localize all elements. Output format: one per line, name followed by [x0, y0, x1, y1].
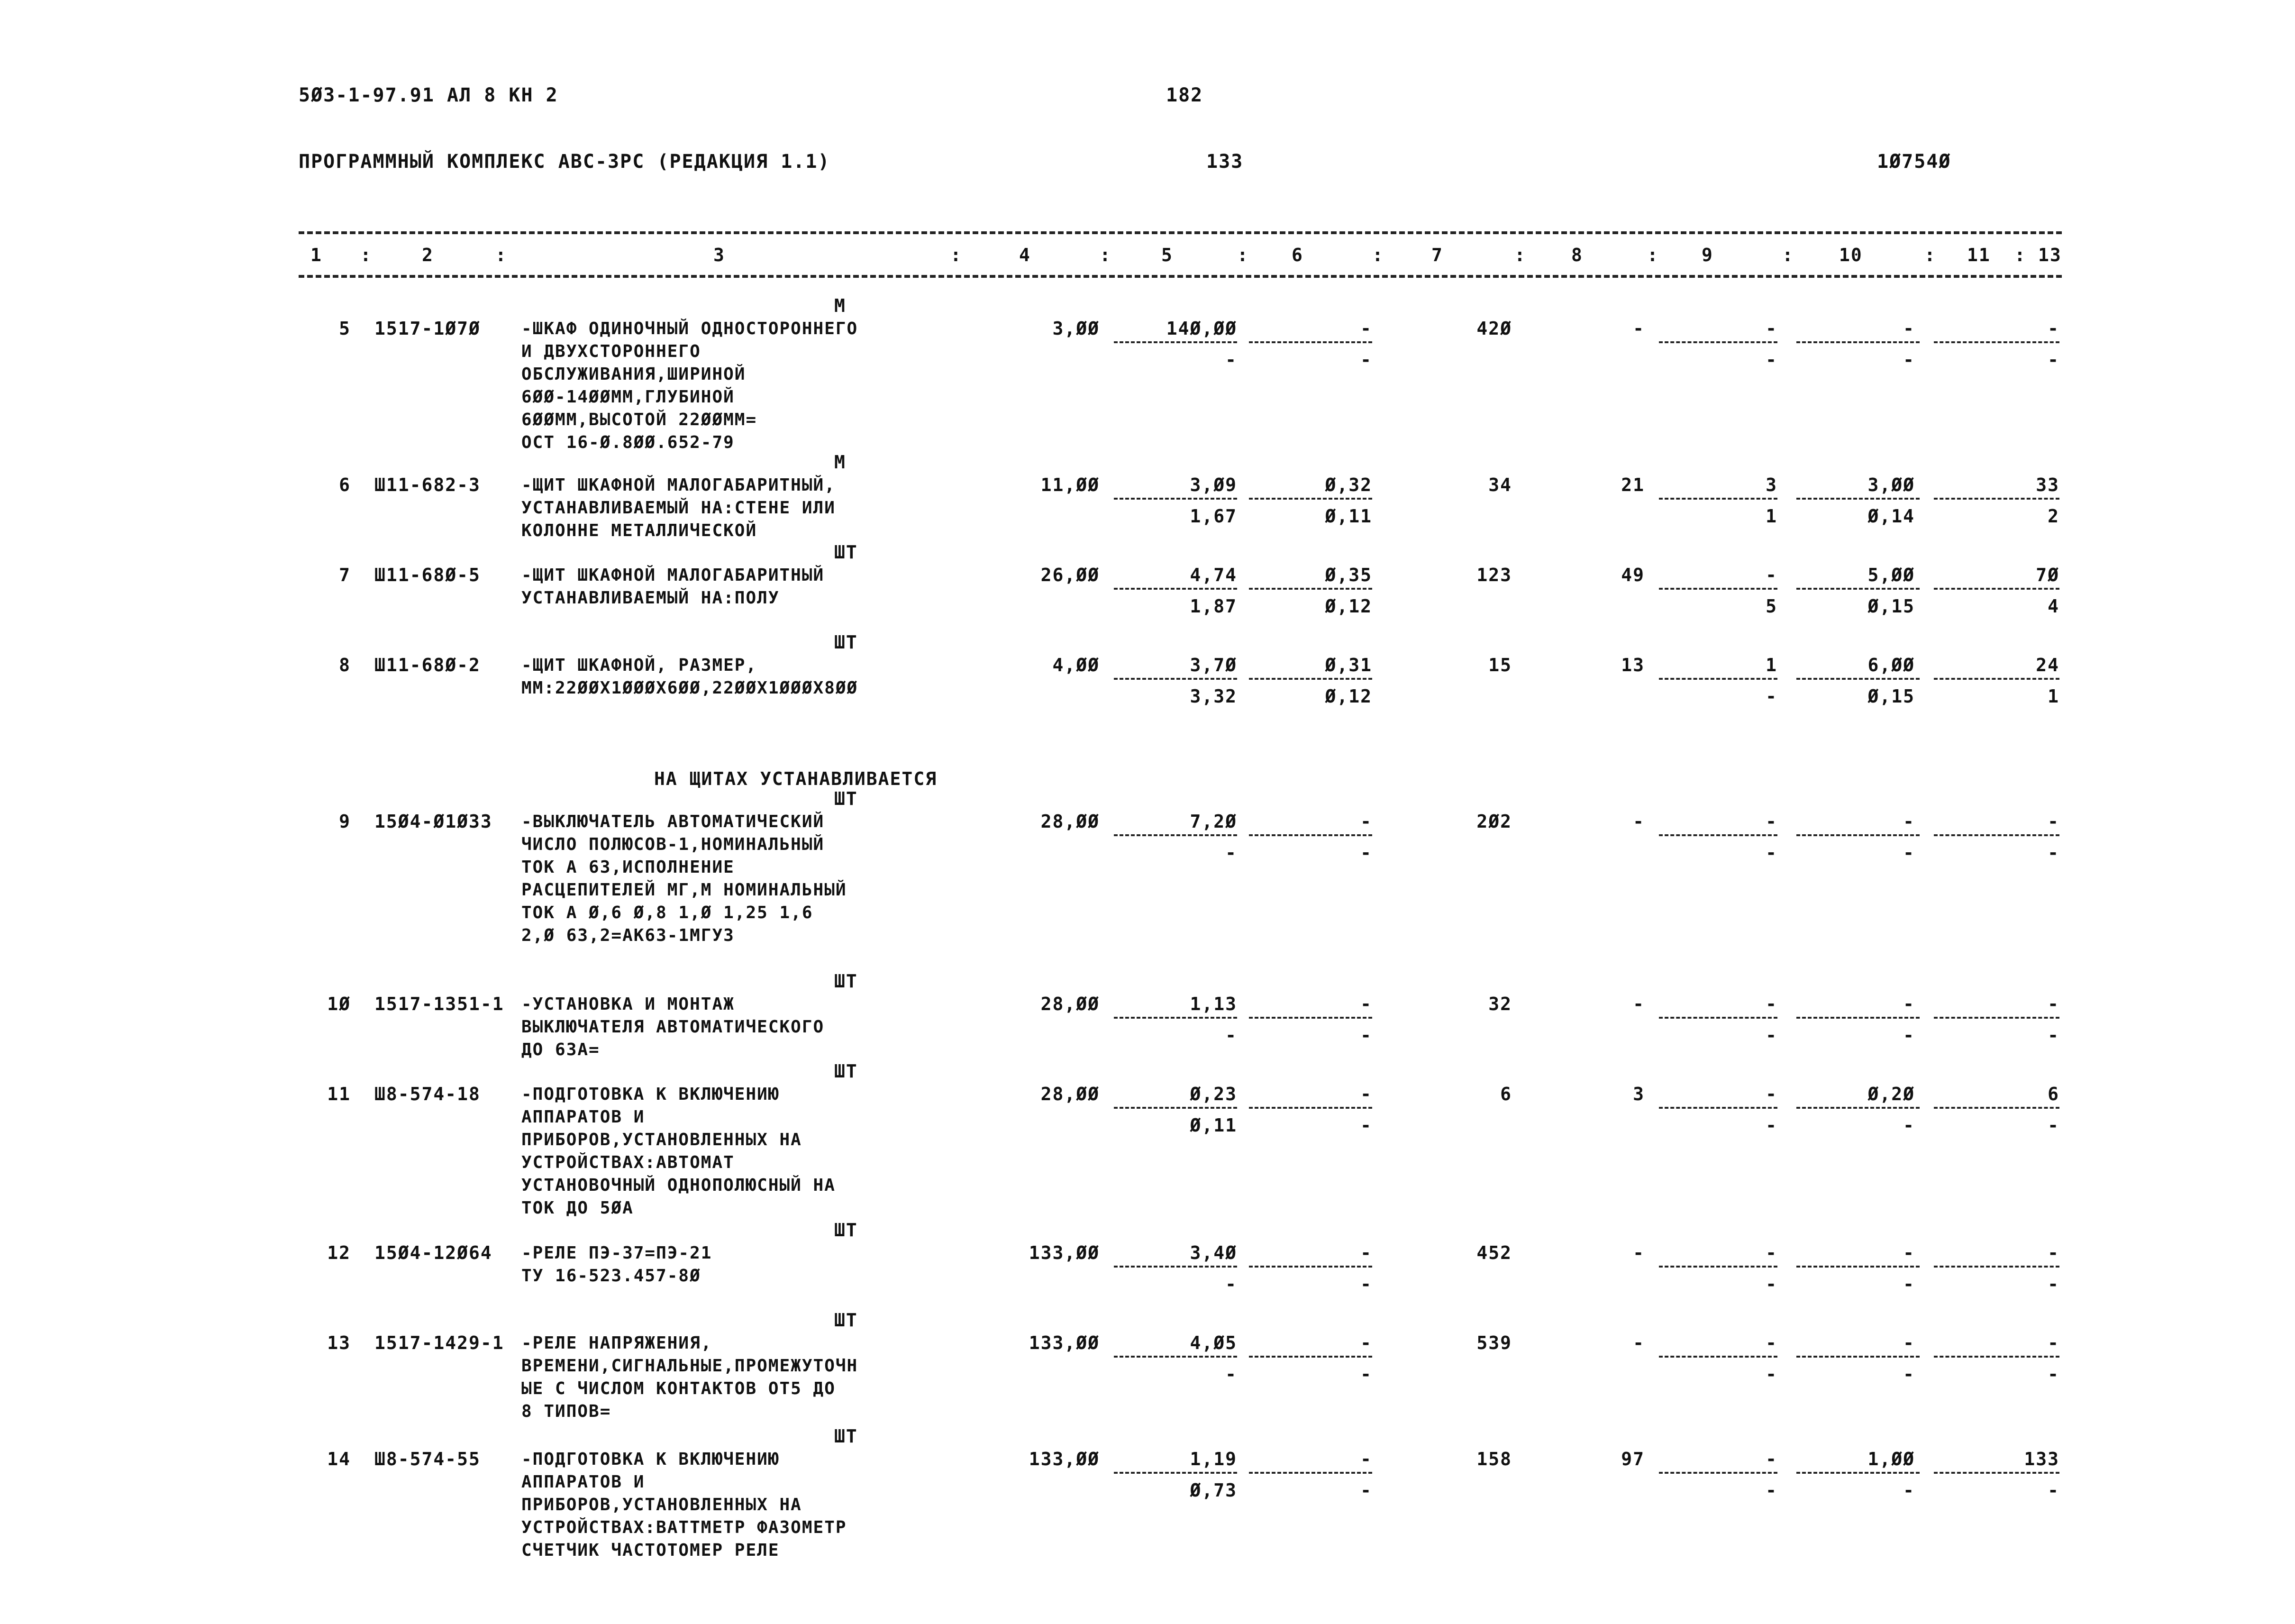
description-line: -ЩИТ ШКАФНОЙ, РАЗМЕР, [521, 656, 757, 675]
subtotal-rule [1114, 341, 1237, 343]
unit-cost-lower: - [1225, 1025, 1237, 1046]
col13-value: 6 [2048, 1084, 2059, 1104]
description-line: ТОК ДО 5ØА [521, 1198, 634, 1218]
col8-value: - [1633, 1332, 1645, 1353]
col8-value: 97 [1621, 1449, 1645, 1469]
unit-cost-lower: - [1225, 842, 1237, 863]
subtotal-rule [1934, 588, 2059, 590]
sheet-number: 133 [1206, 151, 1244, 173]
price-code: 1517-1351-1 [374, 994, 504, 1014]
col6-value: - [1360, 994, 1372, 1014]
unit-cost: 3,7Ø [1190, 655, 1237, 675]
col9-lower: - [1766, 1115, 1777, 1136]
col13-lower: 4 [2048, 596, 2059, 617]
col8-value: - [1633, 811, 1645, 832]
price-code: 15Ø4-12Ø64 [374, 1242, 492, 1263]
subtotal-rule [1934, 1017, 2059, 1019]
quantity: 26,ØØ [1040, 565, 1100, 585]
subtotal-rule [1249, 834, 1372, 836]
document-code: 1Ø754Ø [1877, 151, 1951, 173]
description-line: АППАРАТОВ И [521, 1107, 645, 1127]
unit-label: ШТ [834, 1310, 858, 1331]
unit-cost: 1,19 [1190, 1449, 1237, 1469]
description-line: И ДВУХСТОРОННЕГО [521, 342, 701, 361]
col10-lower: - [1903, 1274, 1915, 1295]
col10-lower: - [1903, 349, 1915, 370]
column-header-1: 1 [310, 245, 322, 265]
row-number: 7 [339, 565, 351, 585]
price-code: 1517-1Ø7Ø [374, 318, 481, 339]
column-separator: : [1372, 245, 1384, 265]
description-line: УСТАНАВЛИВАЕМЫЙ НА:ПОЛУ [521, 588, 780, 608]
subtotal-rule [1114, 1356, 1237, 1358]
subtotal-rule [1934, 1266, 2059, 1268]
subtotal-rule [1114, 678, 1237, 680]
subtotal-rule [1114, 1017, 1237, 1019]
subtotal-rule [1659, 1107, 1777, 1109]
unit-cost-lower: Ø,11 [1190, 1115, 1237, 1136]
description-line: -ЩИТ ШКАФНОЙ МАЛОГАБАРИТНЫЙ, [521, 475, 836, 495]
column-separator: : [360, 245, 372, 265]
row-number: 8 [339, 655, 351, 675]
col10-value: - [1903, 1242, 1915, 1263]
col6-value: Ø,31 [1325, 655, 1372, 675]
row-number: 9 [339, 811, 351, 832]
col10-lower: Ø,15 [1867, 596, 1915, 617]
total-cost: 34 [1488, 474, 1512, 495]
column-separator: : [1514, 245, 1526, 265]
col9-value: - [1766, 565, 1777, 585]
col10-lower: - [1903, 1364, 1915, 1385]
description-line: -ЩИТ ШКАФНОЙ МАЛОГАБАРИТНЫЙ [521, 566, 825, 585]
unit-cost: 3,Ø9 [1190, 474, 1237, 495]
col10-value: 5,ØØ [1867, 565, 1915, 585]
top-rule [299, 231, 2062, 234]
price-code: 1517-1429-1 [374, 1332, 504, 1353]
col13-lower: - [2048, 349, 2059, 370]
col13-value: 133 [2024, 1449, 2059, 1469]
column-header-2: 2 [422, 245, 434, 265]
description-line: -РЕЛЕ ПЭ-37=ПЭ-21 [521, 1243, 712, 1263]
col10-value: 6,ØØ [1867, 655, 1915, 675]
page-number: 182 [1166, 84, 1203, 106]
price-code: Ш11-68Ø-5 [374, 565, 481, 585]
total-cost: 15 [1488, 655, 1512, 675]
total-cost: 6 [1500, 1084, 1512, 1104]
col9-lower: - [1766, 1025, 1777, 1046]
unit-label: ШТ [834, 1220, 858, 1241]
unit-label: ШТ [834, 632, 858, 653]
quantity: 133,ØØ [1029, 1242, 1100, 1263]
unit-cost-lower: Ø,73 [1190, 1480, 1237, 1501]
description-line: -ПОДГОТОВКА К ВКЛЮЧЕНИЮ [521, 1085, 780, 1104]
col13-value: 24 [2036, 655, 2059, 675]
total-cost: 452 [1476, 1242, 1512, 1263]
col10-lower: - [1903, 842, 1915, 863]
subtotal-rule [1796, 1107, 1920, 1109]
subtotal-rule [1249, 1107, 1372, 1109]
row-number: 1Ø [327, 994, 351, 1014]
description-line: -ВЫКЛЮЧАТЕЛЬ АВТОМАТИЧЕСКИЙ [521, 812, 825, 831]
col9-value: - [1766, 1332, 1777, 1353]
row-number: 11 [327, 1084, 351, 1104]
col6-lower: - [1360, 842, 1372, 863]
price-code: 15Ø4-Ø1Ø33 [374, 811, 492, 832]
row-number: 14 [327, 1449, 351, 1469]
subtotal-rule [1659, 1356, 1777, 1358]
subtotal-rule [1249, 1266, 1372, 1268]
row-number: 12 [327, 1242, 351, 1263]
description-line: ЧИСЛО ПОЛЮСОВ-1,НОМИНАЛЬНЫЙ [521, 835, 825, 854]
column-separator: : [2014, 245, 2026, 265]
row-number: 5 [339, 318, 351, 339]
column-header-10: 10 [1839, 245, 1863, 265]
subtotal-rule [1249, 341, 1372, 343]
description-line: ОСТ 16-Ø.8ØØ.652-79 [521, 433, 735, 452]
quantity: 11,ØØ [1040, 474, 1100, 495]
total-cost: 539 [1476, 1332, 1512, 1353]
subtotal-rule [1659, 678, 1777, 680]
column-separator: : [950, 245, 962, 265]
unit-cost-lower: 1,87 [1190, 596, 1237, 617]
col13-lower: 1 [2048, 686, 2059, 707]
subtotal-rule [1934, 1356, 2059, 1358]
subtotal-rule [1934, 834, 2059, 836]
description-line: 6ØØММ,ВЫСОТОЙ 22ØØММ= [521, 410, 757, 429]
col6-value: Ø,32 [1325, 474, 1372, 495]
col13-lower: - [2048, 1025, 2059, 1046]
col13-lower: - [2048, 842, 2059, 863]
column-separator: : [1924, 245, 1936, 265]
quantity: 28,ØØ [1040, 994, 1100, 1014]
description-line: ТОК А 63,ИСПОЛНЕНИЕ [521, 858, 735, 877]
subtotal-rule [1659, 834, 1777, 836]
unit-cost-lower: - [1225, 1274, 1237, 1295]
description-line: СЧЕТЧИК ЧАСТОТОМЕР РЕЛЕ [521, 1541, 780, 1560]
unit-label: М [834, 452, 846, 473]
unit-cost: Ø,23 [1190, 1084, 1237, 1104]
row-number: 6 [339, 474, 351, 495]
price-code: Ш8-574-18 [374, 1084, 481, 1104]
col8-value: 49 [1621, 565, 1645, 585]
unit-cost-lower: 3,32 [1190, 686, 1237, 707]
description-line: ЫЕ С ЧИСЛОМ КОНТАКТОВ ОТ5 ДО [521, 1379, 836, 1398]
description-line: РАСЦЕПИТЕЛЕЙ МГ,М НОМИНАЛЬНЫЙ [521, 880, 847, 900]
quantity: 4,ØØ [1052, 655, 1100, 675]
col8-value: - [1633, 994, 1645, 1014]
column-header-11: 11 [1967, 245, 1991, 265]
description-line: УСТРОЙСТВАХ:АВТОМАТ [521, 1153, 735, 1172]
description-line: ВЫКЛЮЧАТЕЛЯ АВТОМАТИЧЕСКОГО [521, 1017, 825, 1037]
description-line: ДО 63А= [521, 1040, 600, 1059]
col9-value: - [1766, 318, 1777, 339]
col6-lower: - [1360, 1115, 1372, 1136]
subtotal-rule [1249, 588, 1372, 590]
col8-value: 3 [1633, 1084, 1645, 1104]
col6-value: - [1360, 1332, 1372, 1353]
unit-cost: 3,4Ø [1190, 1242, 1237, 1263]
col6-lower: - [1360, 1025, 1372, 1046]
column-header-6: 6 [1292, 245, 1303, 265]
col9-lower: - [1766, 686, 1777, 707]
quantity: 133,ØØ [1029, 1332, 1100, 1353]
subtotal-rule [1659, 1472, 1777, 1474]
column-separator: : [1100, 245, 1111, 265]
col6-value: - [1360, 1242, 1372, 1263]
col13-value: - [2048, 994, 2059, 1014]
col9-lower: - [1766, 1364, 1777, 1385]
subtotal-rule [1934, 678, 2059, 680]
col10-value: - [1903, 811, 1915, 832]
col10-value: 3,ØØ [1867, 474, 1915, 495]
description-line: КОЛОННЕ МЕТАЛЛИЧЕСКОЙ [521, 521, 757, 540]
description-line: ВРЕМЕНИ,СИГНАЛЬНЫЕ,ПРОМЕЖУТОЧН [521, 1356, 858, 1376]
unit-cost: 4,74 [1190, 565, 1237, 585]
row-number: 13 [327, 1332, 351, 1353]
col9-lower: - [1766, 349, 1777, 370]
col9-value: - [1766, 1084, 1777, 1104]
header-bottom-rule [299, 275, 2062, 278]
subtotal-rule [1659, 588, 1777, 590]
description-line: -УСТАНОВКА И МОНТАЖ [521, 994, 735, 1014]
column-header-5: 5 [1161, 245, 1173, 265]
subtotal-rule [1934, 1472, 2059, 1474]
description-line: -РЕЛЕ НАПРЯЖЕНИЯ, [521, 1333, 712, 1353]
col6-value: - [1360, 1449, 1372, 1469]
subtotal-rule [1249, 678, 1372, 680]
subtotal-rule [1796, 588, 1920, 590]
total-cost: 123 [1476, 565, 1512, 585]
column-header-12: 13 [2038, 245, 2062, 265]
column-separator: : [495, 245, 507, 265]
col9-value: 3 [1766, 474, 1777, 495]
subtotal-rule [1934, 498, 2059, 500]
col6-value: - [1360, 318, 1372, 339]
col9-value: - [1766, 994, 1777, 1014]
description-line: ТОК А Ø,6 Ø,8 1,Ø 1,25 1,6 [521, 903, 813, 922]
subtotal-rule [1796, 1472, 1920, 1474]
col8-value: 13 [1621, 655, 1645, 675]
col13-lower: - [2048, 1364, 2059, 1385]
col10-value: - [1903, 318, 1915, 339]
price-code: Ш11-682-3 [374, 474, 481, 495]
description-line: ОБСЛУЖИВАНИЯ,ШИРИНОЙ [521, 365, 746, 384]
unit-cost: 14Ø,ØØ [1166, 318, 1237, 339]
total-cost: 42Ø [1476, 318, 1512, 339]
program-title: ПРОГРАММНЫЙ КОМПЛЕКС АВС-3РС (РЕДАКЦИЯ 1.1) [299, 151, 830, 173]
col6-lower: Ø,11 [1325, 506, 1372, 527]
col9-lower: - [1766, 1274, 1777, 1295]
description-line: ПРИБОРОВ,УСТАНОВЛЕННЫХ НА [521, 1130, 802, 1150]
price-code: Ш11-68Ø-2 [374, 655, 481, 675]
unit-label: ШТ [834, 971, 858, 992]
unit-label: ШТ [834, 1426, 858, 1447]
col10-lower: - [1903, 1480, 1915, 1501]
subtotal-rule [1114, 1472, 1237, 1474]
col9-lower: 5 [1766, 596, 1777, 617]
column-header-9: 9 [1702, 245, 1713, 265]
col9-value: - [1766, 811, 1777, 832]
section-note: НА ЩИТАХ УСТАНАВЛИВАЕТСЯ [654, 768, 938, 789]
col10-value: Ø,2Ø [1867, 1084, 1915, 1104]
col13-lower: - [2048, 1115, 2059, 1136]
subtotal-rule [1659, 1017, 1777, 1019]
col10-lower: - [1903, 1025, 1915, 1046]
price-code: Ш8-574-55 [374, 1449, 481, 1469]
col13-value: - [2048, 811, 2059, 832]
col10-lower: - [1903, 1115, 1915, 1136]
description-line: ТУ 16-523.457-8Ø [521, 1266, 701, 1286]
column-header-3: 3 [713, 245, 725, 265]
col9-value: - [1766, 1242, 1777, 1263]
unit-cost: 4,Ø5 [1190, 1332, 1237, 1353]
col8-value: - [1633, 318, 1645, 339]
subtotal-rule [1114, 1266, 1237, 1268]
col9-lower: 1 [1766, 506, 1777, 527]
unit-label: М [834, 295, 846, 316]
subtotal-rule [1796, 834, 1920, 836]
subtotal-rule [1796, 678, 1920, 680]
col10-value: - [1903, 994, 1915, 1014]
doc-code: 5Ø3-1-97.91 АЛ 8 КН 2 [299, 84, 558, 106]
quantity: 3,ØØ [1052, 318, 1100, 339]
description-line: 2,Ø 63,2=АК63-1МГУ3 [521, 926, 735, 945]
col6-lower: - [1360, 1364, 1372, 1385]
unit-label: ШТ [834, 542, 858, 563]
subtotal-rule [1796, 498, 1920, 500]
description-line: УСТАНОВОЧНЫЙ ОДНОПОЛЮСНЫЙ НА [521, 1176, 836, 1195]
subtotal-rule [1934, 1107, 2059, 1109]
quantity: 133,ØØ [1029, 1449, 1100, 1469]
col13-value: - [2048, 1242, 2059, 1263]
col13-value: 7Ø [2036, 565, 2059, 585]
subtotal-rule [1249, 1017, 1372, 1019]
description-line: ПРИБОРОВ,УСТАНОВЛЕННЫХ НА [521, 1495, 802, 1515]
col9-value: - [1766, 1449, 1777, 1469]
col6-lower: Ø,12 [1325, 686, 1372, 707]
unit-cost-lower: - [1225, 349, 1237, 370]
col6-lower: - [1360, 1274, 1372, 1295]
col13-value: - [2048, 318, 2059, 339]
column-separator: : [1647, 245, 1659, 265]
description-line: АППАРАТОВ И [521, 1472, 645, 1492]
col9-lower: - [1766, 842, 1777, 863]
subtotal-rule [1114, 834, 1237, 836]
col13-value: - [2048, 1332, 2059, 1353]
subtotal-rule [1796, 341, 1920, 343]
subtotal-rule [1659, 341, 1777, 343]
col10-value: 1,ØØ [1867, 1449, 1915, 1469]
col9-value: 1 [1766, 655, 1777, 675]
unit-cost: 1,13 [1190, 994, 1237, 1014]
column-header-8: 8 [1571, 245, 1583, 265]
unit-label: ШТ [834, 788, 858, 809]
subtotal-rule [1659, 498, 1777, 500]
col6-lower: Ø,12 [1325, 596, 1372, 617]
quantity: 28,ØØ [1040, 1084, 1100, 1104]
description-line: -ПОДГОТОВКА К ВКЛЮЧЕНИЮ [521, 1450, 780, 1469]
col6-value: - [1360, 811, 1372, 832]
description-line: 8 ТИПОВ= [521, 1402, 611, 1421]
subtotal-rule [1796, 1266, 1920, 1268]
col10-lower: Ø,14 [1867, 506, 1915, 527]
col6-value: Ø,35 [1325, 565, 1372, 585]
subtotal-rule [1796, 1017, 1920, 1019]
col10-value: - [1903, 1332, 1915, 1353]
col6-value: - [1360, 1084, 1372, 1104]
total-cost: 158 [1476, 1449, 1512, 1469]
col6-lower: - [1360, 349, 1372, 370]
quantity: 28,ØØ [1040, 811, 1100, 832]
column-header-4: 4 [1019, 245, 1031, 265]
col8-value: - [1633, 1242, 1645, 1263]
unit-cost-lower: 1,67 [1190, 506, 1237, 527]
column-header-7: 7 [1431, 245, 1443, 265]
description-line: УСТАНАВЛИВАЕМЫЙ НА:СТЕНЕ ИЛИ [521, 498, 836, 518]
col6-lower: - [1360, 1480, 1372, 1501]
subtotal-rule [1934, 341, 2059, 343]
description-line: 6ØØ-14ØØММ,ГЛУБИНОЙ [521, 387, 735, 407]
description-line: ММ:22ØØХ1ØØØХ6ØØ,22ØØХ1ØØØХ8ØØ [521, 678, 858, 698]
subtotal-rule [1114, 588, 1237, 590]
subtotal-rule [1249, 1356, 1372, 1358]
col8-value: 21 [1621, 474, 1645, 495]
col13-lower: 2 [2048, 506, 2059, 527]
unit-label: ШТ [834, 1061, 858, 1082]
column-separator: : [1782, 245, 1794, 265]
subtotal-rule [1659, 1266, 1777, 1268]
total-cost: 2Ø2 [1476, 811, 1512, 832]
subtotal-rule [1249, 1472, 1372, 1474]
subtotal-rule [1114, 1107, 1237, 1109]
description-line: -ШКАФ ОДИНОЧНЫЙ ОДНОСТОРОННЕГО [521, 319, 858, 338]
subtotal-rule [1114, 498, 1237, 500]
unit-cost-lower: - [1225, 1364, 1237, 1385]
col9-lower: - [1766, 1480, 1777, 1501]
column-separator: : [1237, 245, 1249, 265]
subtotal-rule [1249, 498, 1372, 500]
total-cost: 32 [1488, 994, 1512, 1014]
col13-lower: - [2048, 1480, 2059, 1501]
unit-cost: 7,2Ø [1190, 811, 1237, 832]
col13-lower: - [2048, 1274, 2059, 1295]
subtotal-rule [1796, 1356, 1920, 1358]
col10-lower: Ø,15 [1867, 686, 1915, 707]
col13-value: 33 [2036, 474, 2059, 495]
description-line: УСТРОЙСТВАХ:ВАТТМЕТР ФАЗОМЕТР [521, 1518, 847, 1537]
